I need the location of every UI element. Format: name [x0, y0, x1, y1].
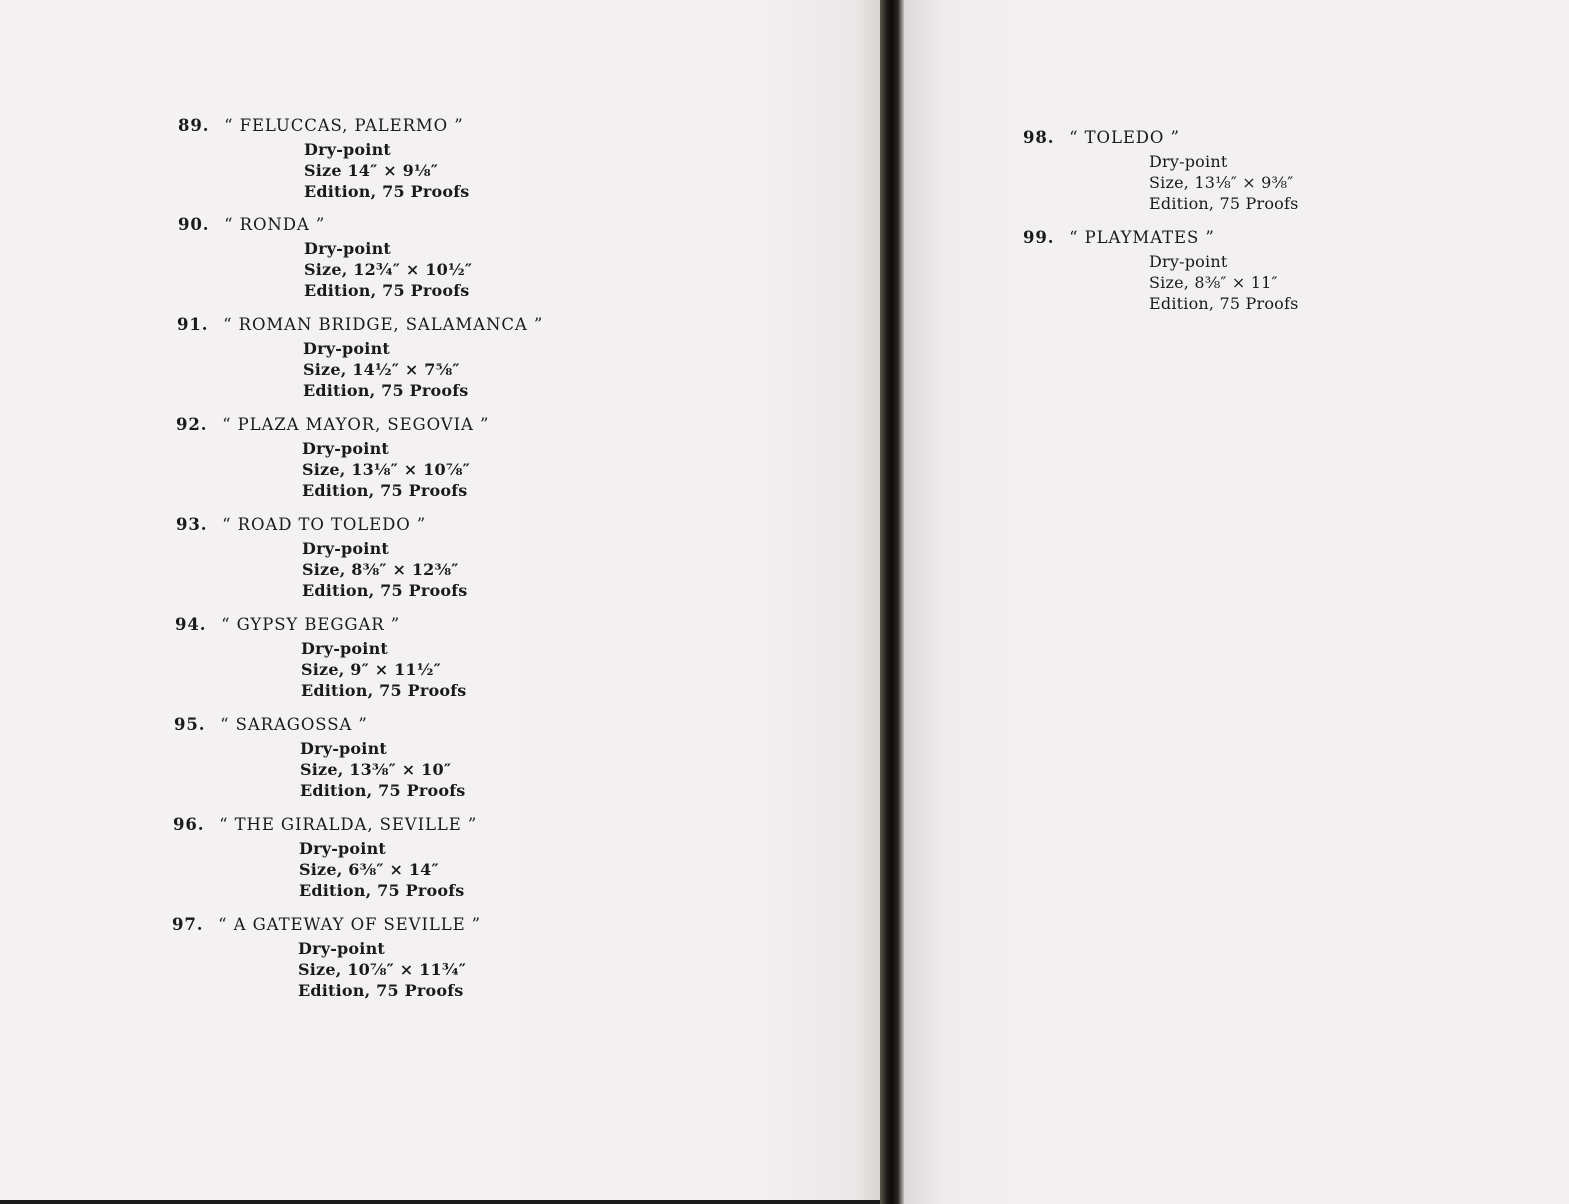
entry-number: 94. [175, 615, 207, 634]
entry-medium: Dry-point [301, 639, 389, 658]
entry-size: Size, 10⅞″ × 11¾″ [298, 960, 467, 979]
entry-details [298, 938, 692, 1001]
entry-size: Size 14″ × 9⅛″ [304, 161, 439, 180]
entry-size: Size, 8⅜″ × 12⅜″ [302, 560, 459, 579]
entry-edition: Edition, 75 Proofs [302, 481, 468, 500]
entry-size: Size, 13⅛″ × 10⅞″ [302, 460, 470, 479]
entry-details [302, 538, 696, 601]
entry-heading [176, 415, 696, 434]
catalog-entry-94 [175, 615, 695, 701]
entry-number: 96. [173, 815, 205, 834]
entry-medium: Dry-point [299, 839, 387, 858]
entry-edition: Edition, 75 Proofs [1149, 194, 1299, 213]
entry-edition: Edition, 75 Proofs [300, 781, 466, 800]
entry-size: Size, 14½″ × 7⅝″ [303, 360, 460, 379]
entry-medium: Dry-point [298, 939, 386, 958]
entry-heading [178, 116, 698, 135]
entry-details [1149, 151, 1543, 214]
entry-details [299, 838, 693, 901]
entry-size: Size, 13⅛″ × 9⅜″ [1149, 173, 1294, 192]
entry-edition: Edition, 75 Proofs [303, 381, 469, 400]
entry-title: “ THE GIRALDA, SEVILLE ” [219, 815, 478, 834]
entry-title: “ TOLEDO ” [1069, 128, 1180, 147]
entry-edition: Edition, 75 Proofs [1149, 294, 1299, 313]
entry-edition: Edition, 75 Proofs [304, 182, 470, 201]
entry-medium: Dry-point [302, 539, 390, 558]
catalog-entry-95 [174, 715, 694, 801]
entry-size: Size, 13⅜″ × 10″ [300, 760, 452, 779]
catalog-entry-92 [176, 415, 696, 501]
entry-title: “ A GATEWAY OF SEVILLE ” [218, 915, 482, 934]
entry-edition: Edition, 75 Proofs [299, 881, 465, 900]
entry-medium: Dry-point [1149, 152, 1228, 171]
entry-heading [175, 615, 695, 634]
entry-heading [177, 315, 697, 334]
catalog-entry-90 [178, 215, 698, 301]
catalog-entry-99 [1023, 228, 1543, 314]
entry-heading [176, 515, 696, 534]
entry-heading [172, 915, 692, 934]
entry-medium: Dry-point [1149, 252, 1228, 271]
entry-number: 91. [177, 315, 209, 334]
entry-size: Size, 8⅜″ × 11″ [1149, 273, 1278, 292]
entry-details [304, 238, 698, 301]
entry-details [1149, 251, 1543, 314]
entry-details [301, 638, 695, 701]
entry-number: 97. [172, 915, 204, 934]
entry-size: Size, 9″ × 11½″ [301, 660, 441, 679]
entry-edition: Edition, 75 Proofs [298, 981, 464, 1000]
entry-title: “ PLAZA MAYOR, SEGOVIA ” [222, 415, 490, 434]
catalog-entry-93 [176, 515, 696, 601]
entry-heading [178, 215, 698, 234]
catalog-entry-97 [172, 915, 692, 1001]
entry-edition: Edition, 75 Proofs [304, 281, 470, 300]
entry-title: “ SARAGOSSA ” [220, 715, 368, 734]
entry-title: “ GYPSY BEGGAR ” [221, 615, 401, 634]
entry-heading [174, 715, 694, 734]
entry-heading [173, 815, 693, 834]
entry-medium: Dry-point [300, 739, 388, 758]
entry-number: 93. [176, 515, 208, 534]
entry-medium: Dry-point [303, 339, 391, 358]
entry-size: Size, 6⅜″ × 14″ [299, 860, 439, 879]
catalog-entry-96 [173, 815, 693, 901]
entry-title: “ ROAD TO TOLEDO ” [222, 515, 427, 534]
catalog-entry-98 [1023, 128, 1543, 214]
entry-heading [1023, 228, 1543, 247]
entry-number: 98. [1023, 128, 1055, 147]
book-spine-gutter [880, 0, 904, 1204]
right-page [904, 0, 1569, 1204]
entry-number: 89. [178, 116, 210, 135]
entry-title: “ FELUCCAS, PALERMO ” [224, 116, 464, 135]
entry-details [303, 338, 697, 401]
entry-number: 90. [178, 215, 210, 234]
entry-medium: Dry-point [304, 140, 392, 159]
entry-title: “ ROMAN BRIDGE, SALAMANCA ” [223, 315, 544, 334]
entry-number: 99. [1023, 228, 1055, 247]
entry-details [304, 139, 698, 202]
entry-edition: Edition, 75 Proofs [301, 681, 467, 700]
entry-details [300, 738, 694, 801]
entry-title: “ RONDA ” [224, 215, 326, 234]
catalog-entry-91 [177, 315, 697, 401]
entry-heading [1023, 128, 1543, 147]
entry-medium: Dry-point [302, 439, 390, 458]
entry-details [302, 438, 696, 501]
page-bottom-edge [0, 1200, 880, 1204]
entry-size: Size, 12¾″ × 10½″ [304, 260, 473, 279]
entry-edition: Edition, 75 Proofs [302, 581, 468, 600]
entry-title: “ PLAYMATES ” [1069, 228, 1215, 247]
entry-number: 92. [176, 415, 208, 434]
entry-medium: Dry-point [304, 239, 392, 258]
catalog-entry-89 [178, 116, 698, 202]
entry-number: 95. [174, 715, 206, 734]
